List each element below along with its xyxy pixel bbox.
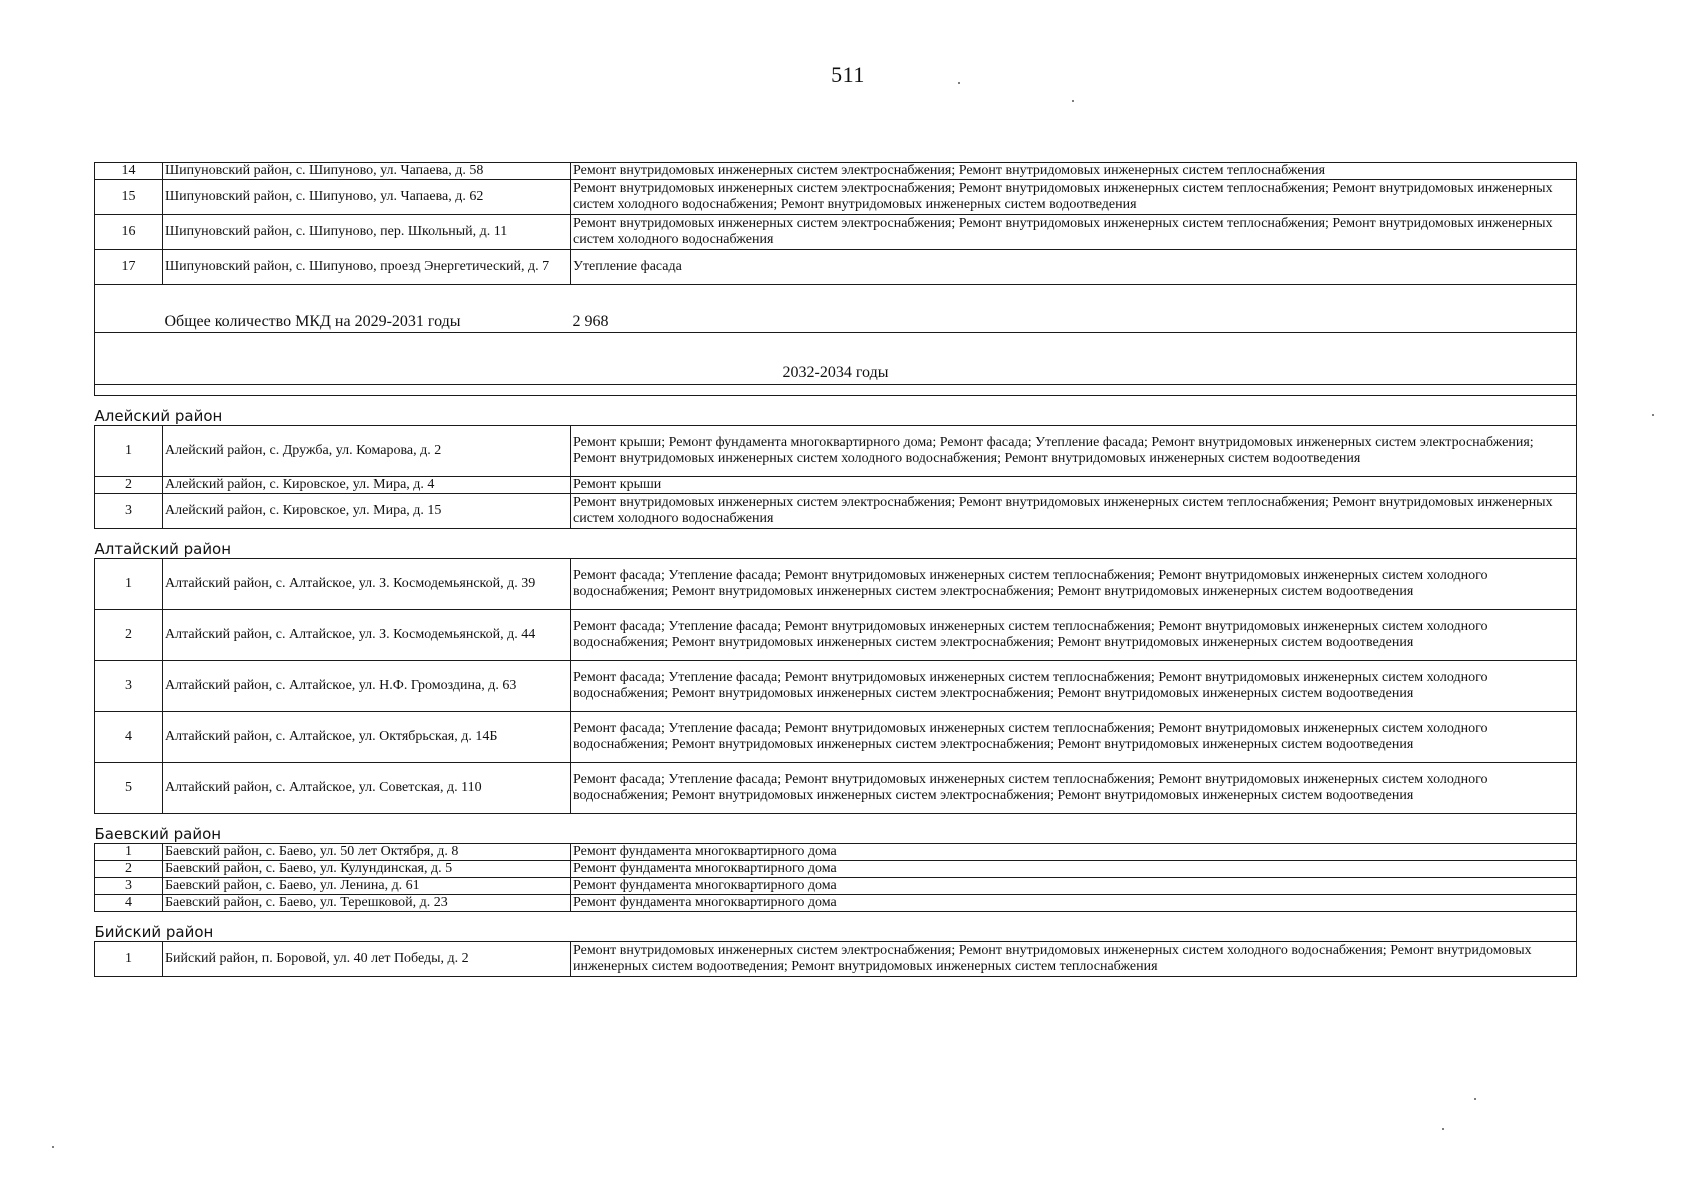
row-works: Ремонт фасада; Утепление фасада; Ремонт внутридомовых инженерных систем теплоснабжения; Ремонт внутридомовых инженерных систем холодного водоснабжения; Ремонт внутридомовых инженерных систем электроснабжения; Ремонт внутридомовых инженерных систем водоотведения bbox=[571, 661, 1577, 712]
row-address: Баевский район, с. Баево, ул. Терешковой, д. 23 bbox=[163, 895, 571, 912]
row-works: Утепление фасада bbox=[571, 250, 1577, 285]
row-number: 2 bbox=[95, 477, 163, 494]
row-address: Шипуновский район, с. Шипуново, проезд Энергетический, д. 7 bbox=[163, 250, 571, 285]
table-row bbox=[95, 844, 1577, 861]
table-row bbox=[95, 878, 1577, 895]
row-address: Баевский район, с. Баево, ул. 50 лет Октября, д. 8 bbox=[163, 844, 571, 861]
row-number: 1 bbox=[95, 426, 163, 477]
table-row bbox=[95, 942, 1577, 977]
district-name: Баевский район bbox=[95, 814, 1577, 844]
row-works: Ремонт крыши; Ремонт фундамента многоквартирного дома; Ремонт фасада; Утепление фасада; Ремонт внутридомовых инженерных систем электроснабжения; Ремонт внутридомовых инженерных систем холодного водоснабжения; Ремонт внутридомовых инженерных систем водоотведения bbox=[571, 426, 1577, 477]
table-row bbox=[95, 250, 1577, 285]
row-number: 1 bbox=[95, 559, 163, 610]
row-number: 17 bbox=[95, 250, 163, 285]
row-works: Ремонт внутридомовых инженерных систем электроснабжения; Ремонт внутридомовых инженерных систем теплоснабжения; Ремонт внутридомовых инженерных систем холодного водоснабжения bbox=[571, 215, 1577, 250]
row-address: Бийский район, п. Боровой, ул. 40 лет Победы, д. 2 bbox=[163, 942, 571, 977]
summary-value: 2 968 bbox=[571, 285, 1577, 333]
scan-speck bbox=[1652, 414, 1654, 416]
row-number: 3 bbox=[95, 494, 163, 529]
table-row bbox=[95, 559, 1577, 610]
row-address: Баевский район, с. Баево, ул. Ленина, д. 61 bbox=[163, 878, 571, 895]
row-works: Ремонт фундамента многоквартирного дома bbox=[571, 844, 1577, 861]
row-number: 4 bbox=[95, 895, 163, 912]
scan-speck bbox=[958, 82, 960, 84]
row-number: 5 bbox=[95, 763, 163, 814]
scan-speck bbox=[1474, 1098, 1476, 1100]
table-row bbox=[95, 426, 1577, 477]
row-works: Ремонт крыши bbox=[571, 477, 1577, 494]
district-name: Алтайский район bbox=[95, 529, 1577, 559]
row-works: Ремонт фасада; Утепление фасада; Ремонт внутридомовых инженерных систем теплоснабжения; Ремонт внутридомовых инженерных систем холодного водоснабжения; Ремонт внутридомовых инженерных систем электроснабжения; Ремонт внутридомовых инженерных систем водоотведения bbox=[571, 610, 1577, 661]
table-row bbox=[95, 610, 1577, 661]
table-row bbox=[95, 712, 1577, 763]
row-works: Ремонт внутридомовых инженерных систем электроснабжения; Ремонт внутридомовых инженерных систем теплоснабжения bbox=[571, 163, 1577, 180]
row-address: Шипуновский район, с. Шипуново, пер. Школьный, д. 11 bbox=[163, 215, 571, 250]
table-row bbox=[95, 180, 1577, 215]
district-header bbox=[95, 529, 1577, 559]
row-works: Ремонт фундамента многоквартирного дома bbox=[571, 878, 1577, 895]
table-row bbox=[95, 763, 1577, 814]
scan-speck bbox=[1442, 1128, 1444, 1130]
row-address: Баевский район, с. Баево, ул. Кулундинская, д. 5 bbox=[163, 861, 571, 878]
row-number: 1 bbox=[95, 942, 163, 977]
row-number: 15 bbox=[95, 180, 163, 215]
row-works: Ремонт фасада; Утепление фасада; Ремонт внутридомовых инженерных систем теплоснабжения; Ремонт внутридомовых инженерных систем холодного водоснабжения; Ремонт внутридомовых инженерных систем электроснабжения; Ремонт внутридомовых инженерных систем водоотведения bbox=[571, 712, 1577, 763]
row-works: Ремонт внутридомовых инженерных систем электроснабжения; Ремонт внутридомовых инженерных систем теплоснабжения; Ремонт внутридомовых инженерных систем холодного водоснабжения bbox=[571, 494, 1577, 529]
summary-label: Общее количество МКД на 2029-2031 годы bbox=[163, 285, 571, 333]
row-works: Ремонт внутридомовых инженерных систем электроснабжения; Ремонт внутридомовых инженерных систем теплоснабжения; Ремонт внутридомовых инженерных систем холодного водоснабжения; Ремонт внутридомовых инженерных систем водоотведения bbox=[571, 180, 1577, 215]
scan-speck bbox=[1072, 100, 1074, 102]
row-number: 2 bbox=[95, 610, 163, 661]
summary-row bbox=[95, 285, 1577, 333]
row-number: 14 bbox=[95, 163, 163, 180]
district-header bbox=[95, 396, 1577, 426]
scan-speck bbox=[52, 1146, 54, 1148]
row-works: Ремонт фасада; Утепление фасада; Ремонт внутридомовых инженерных систем теплоснабжения; Ремонт внутридомовых инженерных систем холодного водоснабжения; Ремонт внутридомовых инженерных систем электроснабжения; Ремонт внутридомовых инженерных систем водоотведения bbox=[571, 763, 1577, 814]
district-name: Алейский район bbox=[95, 396, 1577, 426]
row-address: Шипуновский район, с. Шипуново, ул. Чапаева, д. 58 bbox=[163, 163, 571, 180]
table-row bbox=[95, 477, 1577, 494]
row-address: Алтайский район, с. Алтайское, ул. З. Космодемьянской, д. 44 bbox=[163, 610, 571, 661]
row-address: Алтайский район, с. Алтайское, ул. Н.Ф. Громоздина, д. 63 bbox=[163, 661, 571, 712]
row-works: Ремонт внутридомовых инженерных систем электроснабжения; Ремонт внутридомовых инженерных систем холодного водоснабжения; Ремонт внутридомовых инженерных систем водоотведения; Ремонт внутридомовых инженерных систем теплоснабжения bbox=[571, 942, 1577, 977]
row-number: 3 bbox=[95, 878, 163, 895]
row-number: 16 bbox=[95, 215, 163, 250]
table-row bbox=[95, 494, 1577, 529]
period-header-row bbox=[95, 333, 1577, 385]
page-number: 511 bbox=[831, 62, 865, 87]
table-row bbox=[95, 895, 1577, 912]
row-works: Ремонт фундамента многоквартирного дома bbox=[571, 861, 1577, 878]
period-title: 2032-2034 годы bbox=[95, 333, 1577, 385]
row-address: Алейский район, с. Кировское, ул. Мира, д. 15 bbox=[163, 494, 571, 529]
row-works: Ремонт фасада; Утепление фасада; Ремонт внутридомовых инженерных систем теплоснабжения; Ремонт внутридомовых инженерных систем холодного водоснабжения; Ремонт внутридомовых инженерных систем электроснабжения; Ремонт внутридомовых инженерных систем водоотведения bbox=[571, 559, 1577, 610]
housing-repair-table bbox=[94, 162, 1577, 977]
row-address: Алтайский район, с. Алтайское, ул. З. Космодемьянской, д. 39 bbox=[163, 559, 571, 610]
district-header bbox=[95, 912, 1577, 942]
row-address: Алейский район, с. Дружба, ул. Комарова, д. 2 bbox=[163, 426, 571, 477]
row-number: 2 bbox=[95, 861, 163, 878]
district-header bbox=[95, 814, 1577, 844]
row-number: 1 bbox=[95, 844, 163, 861]
row-address: Алейский район, с. Кировское, ул. Мира, д. 4 bbox=[163, 477, 571, 494]
table-row bbox=[95, 163, 1577, 180]
row-number: 4 bbox=[95, 712, 163, 763]
table-row bbox=[95, 861, 1577, 878]
row-address: Шипуновский район, с. Шипуново, ул. Чапаева, д. 62 bbox=[163, 180, 571, 215]
row-works: Ремонт фундамента многоквартирного дома bbox=[571, 895, 1577, 912]
table-row bbox=[95, 661, 1577, 712]
district-name: Бийский район bbox=[95, 912, 1577, 942]
row-address: Алтайский район, с. Алтайское, ул. Октябрьская, д. 14Б bbox=[163, 712, 571, 763]
row-number: 3 bbox=[95, 661, 163, 712]
table-row bbox=[95, 215, 1577, 250]
row-address: Алтайский район, с. Алтайское, ул. Советская, д. 110 bbox=[163, 763, 571, 814]
